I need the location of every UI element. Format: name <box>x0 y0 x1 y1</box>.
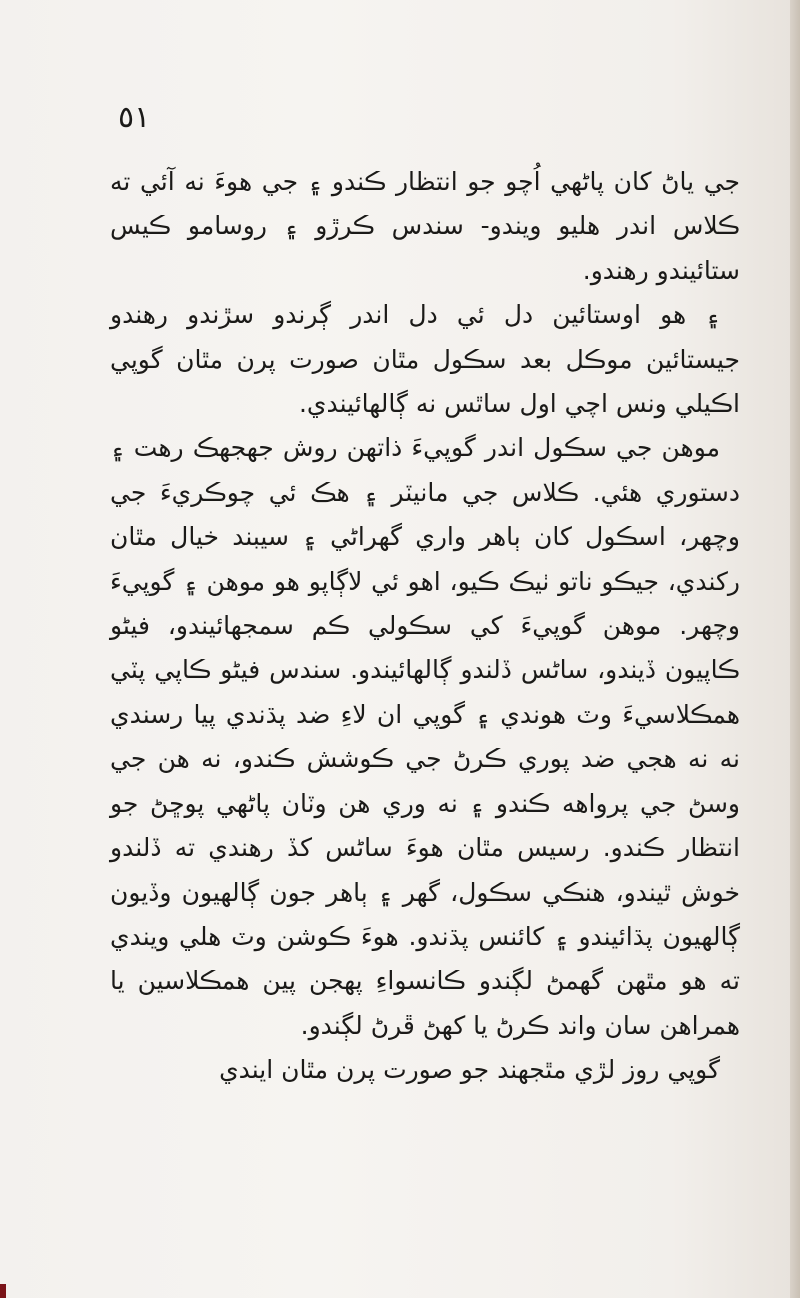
paragraph-3: موهن جي سڪول اندر گوپيءَ ذاتهن روش جهجهڪ رهت ۽ دستوري هئي. ڪلاس جي مانيٽر ۽ هڪ ئي چوڪريءَ جي وچهر، اسڪول کان ٻاهر واري گهراڻي ۽ سيبند خيال مٿان رکندي، جيڪو ناتو ٺيڪ ڪيو، اهو ئي لاڳاپو هو موهن ۽ گوپيءَ وچهر. موهن گوپيءَ کي سڪولي ڪم سمجهائيندو، فيڻو ڪاپيون ڏيندو، ساڻس ڏلندو ڳالهائيندو. سندس فيڻو ڪاپي پٽي همڪلاسيءَ وٽ هوندي ۽ گوپي ان لاءِ ضد پڌندي پيا رسندي نه نه هجي ضد پوري ڪرڻ جي ڪوشش ڪندو، نه هن جي وسڻ جي پرواهه ڪندو ۽ نه وري هن وٽان پاڻهي پوڇڻ جو انتظار ڪندو. رسيس مٿان هوءَ ساڻس کڏ رهندي ته ڏلندو خوش ٿيندو، هنڪي سڪول، گهر ۽ ٻاهر جون ڳالهيون وڏيون ڳالهيون پڌائيندو ۽ کائنس پڌندو. هوءَ ڪوشن وٽ هلي ويندي ته هو مٿهن گهمڻ لڳندو ڪانسواءِ پهجن پين همڪلاسين يا همراهن سان واند ڪرڻ يا کهڻ ڦرڻ لڳندو. <box>110 433 740 1040</box>
paragraph-2: ۽ هو اوستائين دل ئي دل اندر ڳرندو سڙندو رهندو جيستائين موڪل بعد سڪول مٿان صورت پرن مٿان گوپي اڪيلي ونس اچي اول ساٿس نه ڳالهائيندي. <box>110 300 740 419</box>
page-number: ٥١ <box>118 100 151 135</box>
binding-mark <box>0 1284 6 1298</box>
paragraph-1: جي ياڻ کان پاڻهي اُچو جو انتظار ڪندو ۽ جي هوءَ نه آئي ته ڪلاس اندر هليو ويندو- سندس ڪرڙو ۽ روسامو ڪيس ستائيندو رهندو. <box>110 167 740 285</box>
page-edge <box>790 0 800 1298</box>
paragraph-4: گوپي روز لڙي مٿجهند جو صورت پرن مٿان ايندي <box>219 1055 720 1085</box>
body-text <box>110 160 740 1093</box>
